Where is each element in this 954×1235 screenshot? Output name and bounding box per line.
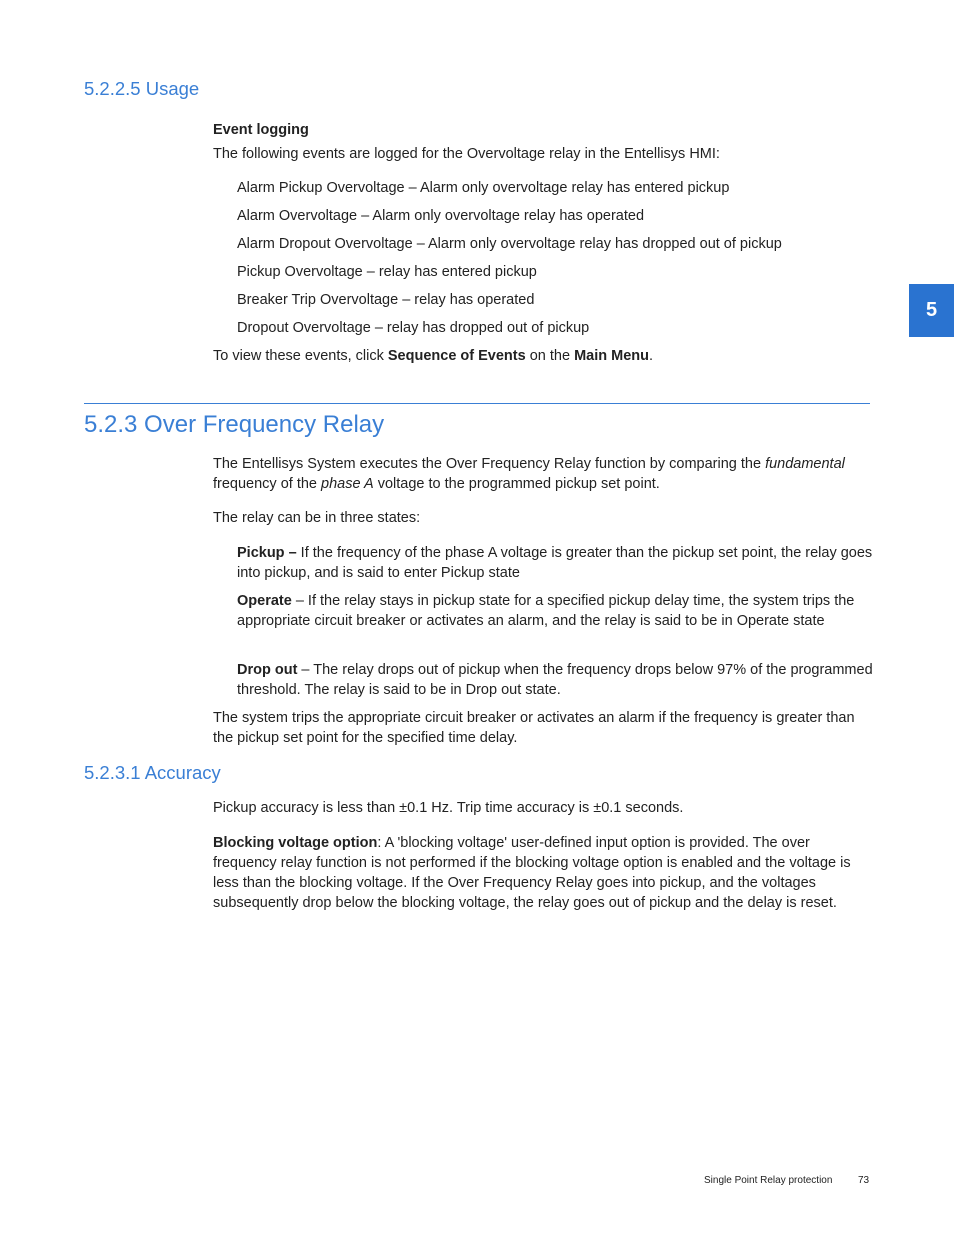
main-menu-ref: Main Menu	[574, 348, 649, 364]
event-logging-intro: The following events are logged for the Overvoltage relay in the Entellisys HMI:	[213, 146, 720, 162]
list-item: Alarm Overvoltage – Alarm only overvoltage relay has operated	[237, 208, 645, 224]
sequence-of-events-ref: Sequence of Events	[387, 348, 526, 364]
page-number: 73	[858, 1175, 870, 1186]
section-heading-usage: 5.2.2.5 Usage	[84, 78, 200, 99]
blocking-voltage-term: Blocking voltage option	[213, 835, 378, 851]
overfreq-paragraph-3: The system trips the appropriate circuit breaker or activates an alarm if the frequency is greater than the pickup set point for the specified time delay.	[213, 710, 855, 746]
blocking-voltage-paragraph	[213, 833, 873, 913]
section-divider	[84, 403, 870, 404]
overfreq-paragraph-1	[213, 454, 873, 494]
list-item: Dropout Overvoltage – relay has dropped out of pickup	[237, 320, 590, 336]
list-item: Alarm Dropout Overvoltage – Alarm only overvoltage relay has dropped out of pickup	[237, 236, 782, 252]
state-item-operate	[237, 591, 873, 631]
blocking-voltage-desc: : A 'blocking voltage' user-defined input option is provided. The over frequency relay function is not performed if the blocking voltage option is enabled and the voltage is less than the blocking voltage. If the Over Frequency Relay goes into pickup, and the voltages subsequently drop below the blocking voltage, the relay goes out of pickup and the delay is reset.	[213, 835, 851, 911]
state-desc: – If the relay stays in pickup state for a specified pickup delay time, the system trips the appropriate circuit breaker or activates an alarm, and the relay is said to be in Operate state	[237, 593, 855, 629]
state-item-drop-out	[237, 660, 873, 700]
state-term: Pickup –	[237, 545, 297, 561]
p1-em-fundamental: fundamental	[765, 456, 845, 472]
p1-c: voltage to the programmed pickup set point.	[373, 476, 660, 492]
state-term: Operate	[237, 593, 292, 609]
state-term: Drop out	[237, 662, 298, 678]
state-item-pickup	[237, 543, 873, 583]
view-prefix: To view these events, click	[213, 348, 388, 364]
section-heading-accuracy: 5.2.3.1 Accuracy	[84, 762, 221, 783]
accuracy-paragraph: Pickup accuracy is less than ±0.1 Hz. Trip time accuracy is ±0.1 seconds.	[213, 800, 684, 816]
list-item: Breaker Trip Overvoltage – relay has operated	[237, 292, 535, 308]
chapter-tab: 5	[909, 284, 954, 337]
view-mid: on the	[525, 348, 575, 364]
view-events-instruction	[213, 346, 873, 366]
view-suffix: .	[648, 348, 654, 364]
p1-a: The Entellisys System executes the Over Frequency Relay function by comparing the	[213, 456, 766, 472]
p1-b: frequency of the	[213, 476, 322, 492]
overfreq-paragraph-2: The relay can be in three states:	[213, 510, 421, 526]
state-desc: If the frequency of the phase A voltage is greater than the pickup set point, the relay goes into pickup, and is said to enter Pickup state	[237, 545, 873, 581]
footer-title: Single Point Relay protection	[704, 1175, 833, 1186]
event-logging-title: Event logging	[213, 122, 309, 138]
list-item: Alarm Pickup Overvoltage – Alarm only overvoltage relay has entered pickup	[237, 180, 730, 196]
section-heading-over-frequency: 5.2.3 Over Frequency Relay	[84, 411, 385, 438]
state-desc: – The relay drops out of pickup when the frequency drops below 97% of the programmed threshold. The relay is said to be in Drop out state.	[237, 662, 873, 698]
p1-em-phase-a: phase A	[321, 476, 374, 492]
list-item: Pickup Overvoltage – relay has entered pickup	[237, 264, 537, 280]
